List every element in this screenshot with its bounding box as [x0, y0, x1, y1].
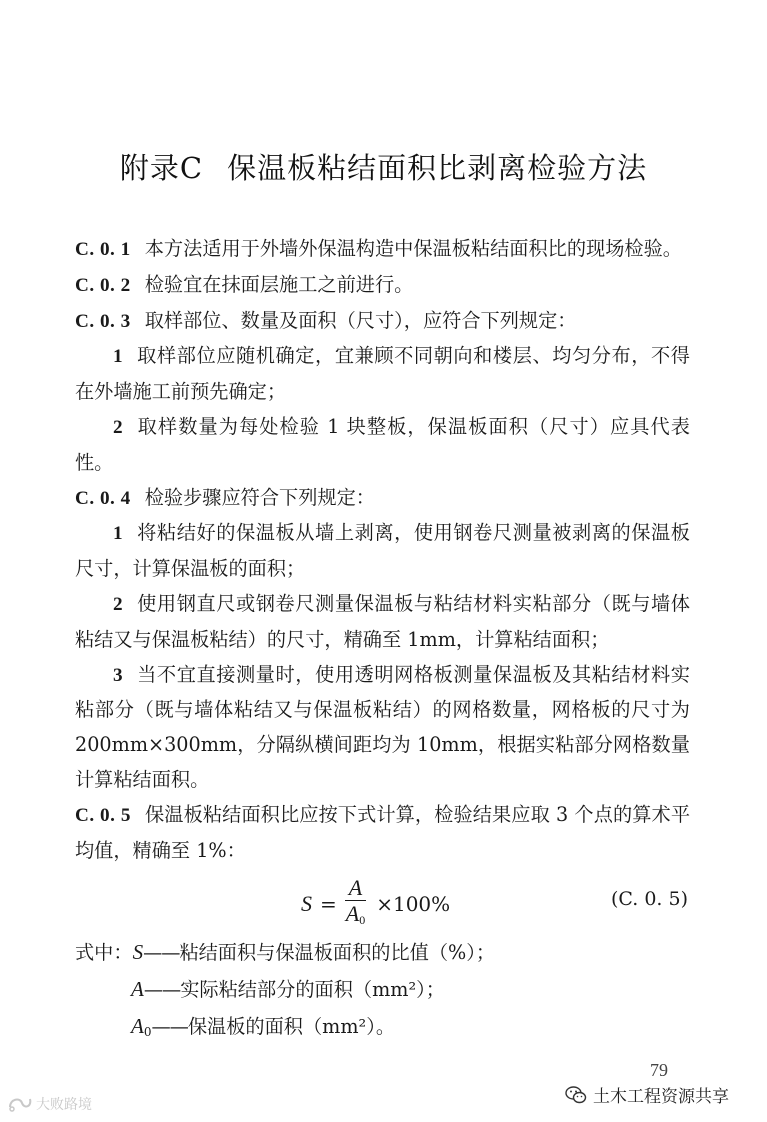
appendix-title-text: 保温板粘结面积比剥离检验方法	[227, 151, 648, 185]
appendix-title	[0, 146, 767, 187]
item-number: 1	[113, 523, 123, 545]
wechat-icon	[564, 1083, 588, 1107]
clause-number: C. 0. 4	[75, 487, 131, 509]
clause-text: 本方法适用于外墙外保温构造中保温板粘结面积比的现场检验。	[144, 237, 682, 260]
definition-row	[75, 971, 690, 1008]
formula-multiplier: ×100%	[376, 892, 451, 917]
item-text: 取样部位应随机确定，宜兼顾不同朝向和楼层、均匀分布，不得在外墙施工前预先确定；	[75, 344, 690, 404]
definition-dash: ——	[143, 941, 180, 965]
item-text: 将粘结好的保温板从墙上剥离，使用钢卷尺测量被剥离的保温板尺寸，计算保温板的面积；	[75, 521, 690, 581]
item-number: 2	[113, 593, 123, 615]
corner-watermark	[6, 1093, 92, 1115]
definition-symbol: A	[131, 1014, 144, 1039]
item-number: 1	[113, 346, 123, 368]
definition-text: 保温板的面积（mm²）。	[187, 1015, 396, 1039]
formula-tag: (C. 0. 5)	[610, 888, 688, 911]
item-number: 3	[113, 664, 123, 686]
clause-c03-item-2	[75, 410, 690, 481]
clause-text: 检验步骤应符合下列规定：	[144, 485, 375, 509]
fraction-denominator	[346, 901, 365, 933]
clause-number: C. 0. 3	[75, 310, 131, 332]
item-text: 使用钢直尺或钢卷尺测量保温板与粘结材料实粘部分（既与墙体粘结又与保温板粘结）的尺寸，精确至 1mm，计算粘结面积；	[75, 591, 690, 651]
wechat-account-name: 土木工程资源共享	[593, 1087, 729, 1107]
definition-text: 粘结面积与保温板面积的比值（%）；	[179, 941, 496, 965]
clause-number: C. 0. 1	[75, 239, 131, 260]
formula-c05	[75, 870, 690, 930]
clause-number: C. 0. 2	[75, 274, 131, 296]
denominator-subscript: 0	[359, 913, 366, 928]
clause-c05	[75, 798, 690, 869]
page-number: 79	[650, 1060, 668, 1080]
item-text: 取样数量为每处检验 1 块整板，保温板面积（尺寸）应具代表性。	[75, 414, 690, 474]
clause-c03-item-1	[75, 339, 690, 410]
clause-text: 保温板粘结面积比应按下式计算，检验结果应取 3 个点的算术平均值，精确至 1%：	[75, 802, 691, 862]
item-number: 2	[113, 416, 123, 438]
clause-c02	[75, 268, 690, 304]
appendix-label: 附录C	[119, 151, 204, 185]
clause-c01	[75, 232, 690, 268]
formula-equals: =	[320, 892, 337, 917]
formula-lhs: S	[301, 891, 312, 917]
clause-c04	[75, 481, 690, 517]
formula-expression	[301, 876, 450, 933]
definition-dash: ——	[143, 978, 181, 1002]
definition-dash: ——	[151, 1015, 188, 1039]
definition-row	[75, 934, 690, 971]
clause-number: C. 0. 5	[75, 804, 131, 826]
definition-symbol: S	[132, 940, 144, 965]
clause-c04-item-2	[75, 587, 690, 658]
clause-c03	[75, 304, 690, 340]
definition-symbol: A	[131, 977, 144, 1002]
formula-fraction	[345, 876, 366, 933]
item-text: 当不宜直接测量时，使用透明网格板测量保温板及其粘结材料实粘部分（既与墙体粘结又与保温板粘结）的网格数量，网格板的尺寸为 200mm×300mm，分隔纵横间距均为 10mm，根据实粘部分网格数量计算粘结面积。	[75, 662, 690, 791]
clause-c04-item-3	[75, 658, 690, 798]
wechat-watermark	[564, 1082, 729, 1107]
definition-lead: 式中：	[75, 941, 133, 965]
definition-subscript: 0	[143, 1025, 152, 1040]
definition-row	[75, 1008, 690, 1051]
denominator-symbol: A	[345, 901, 360, 927]
clause-c04-item-1	[75, 516, 690, 587]
document-body	[75, 232, 690, 1051]
clause-text: 取样部位、数量及面积（尺寸），应符合下列规定：	[144, 308, 577, 332]
fraction-numerator: A	[345, 876, 366, 901]
definition-text: 实际粘结部分的面积（mm²）；	[180, 978, 445, 1002]
clause-text: 检验宜在抹面层施工之前进行。	[144, 272, 414, 296]
watermark-logo-icon	[6, 1093, 34, 1115]
corner-watermark-text: 大败路境	[36, 1097, 92, 1113]
